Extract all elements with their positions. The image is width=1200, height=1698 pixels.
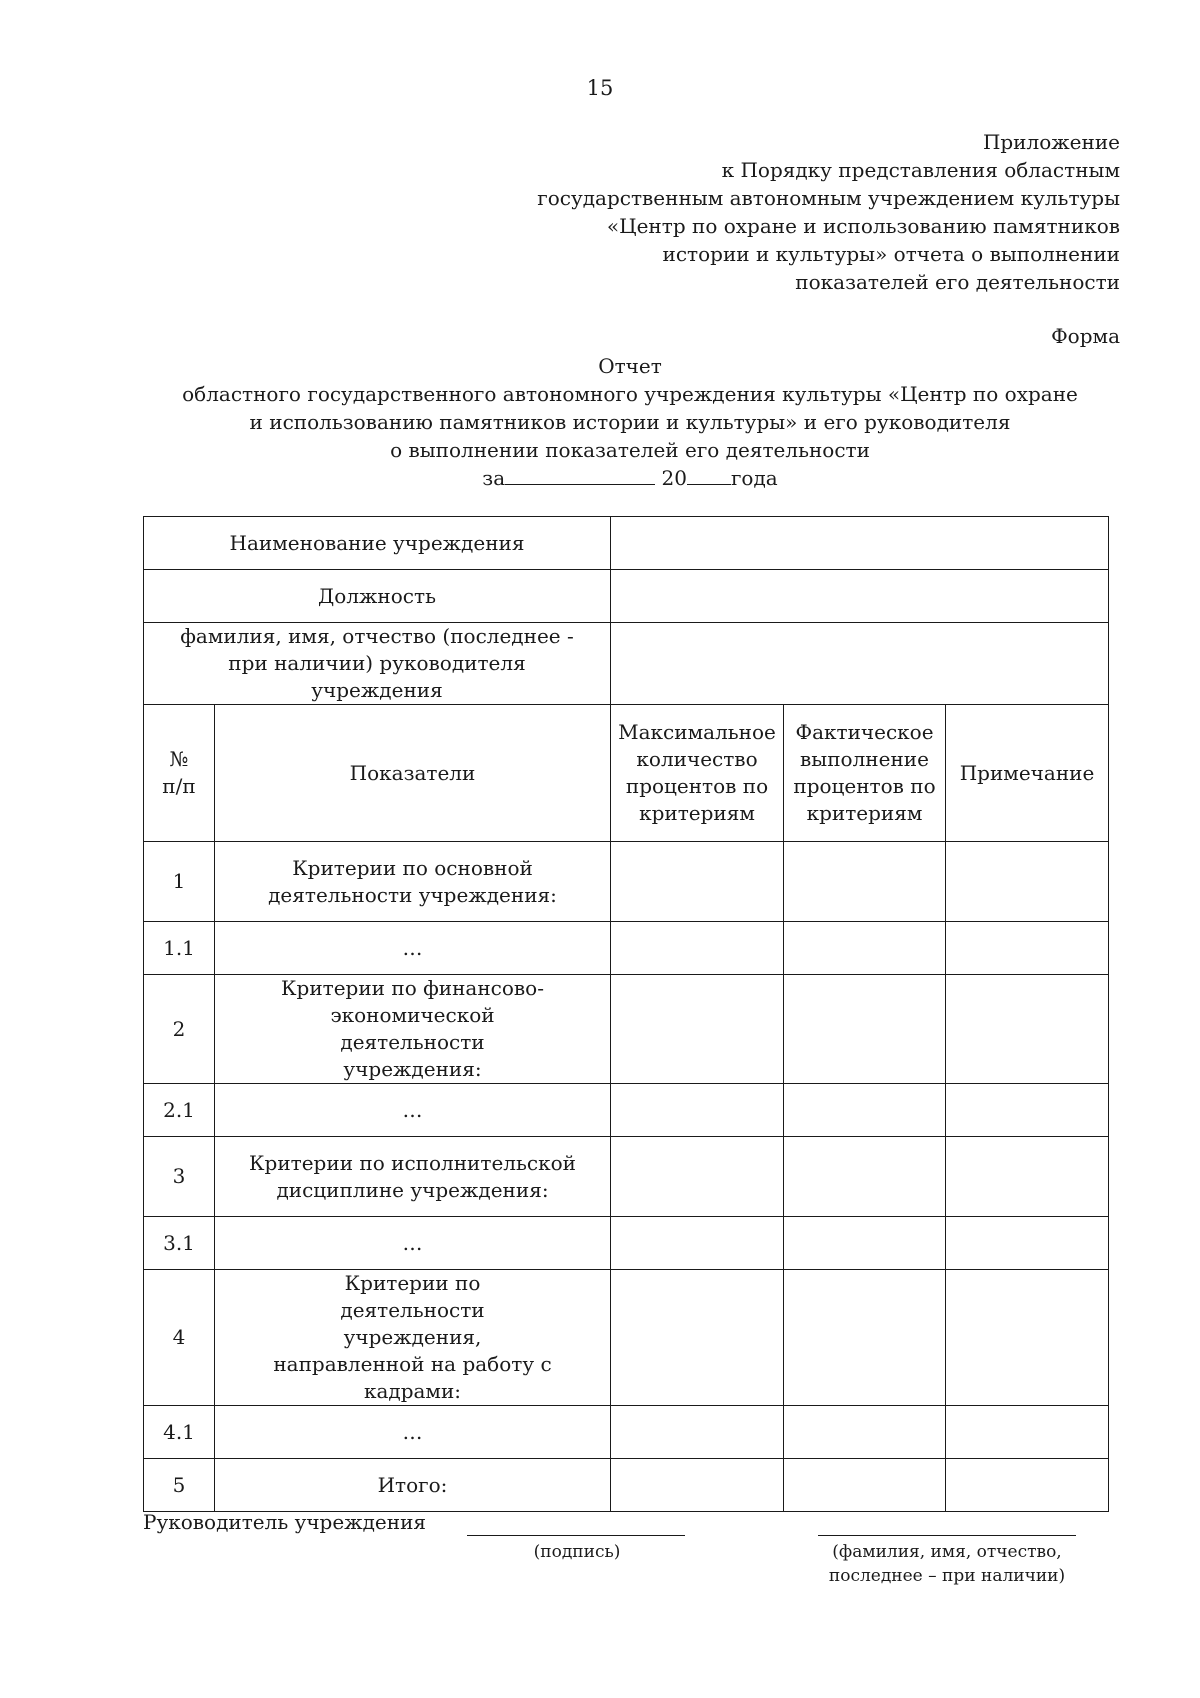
period-suffix: года [730,466,778,490]
row-note-cell[interactable] [946,1270,1109,1406]
row-actual-cell[interactable] [784,1270,946,1406]
header-note: Примечание [946,705,1109,842]
row-actual-cell[interactable] [784,1084,946,1137]
row-actual-cell[interactable] [784,1217,946,1270]
row-label: Критерии по финансово-экономической деятельности учреждения: [215,975,611,1084]
header-num: № п/п [144,705,215,842]
form-label: Форма [1051,324,1120,348]
appendix-line: истории и культуры» отчета о выполнении [662,242,1120,266]
row-note-cell[interactable] [946,1084,1109,1137]
report-table [143,516,1109,1512]
table-row [144,1137,1109,1217]
info-label: Должность [144,570,611,623]
row-note-cell[interactable] [946,1217,1109,1270]
appendix-line: показателей его деятельности [795,270,1120,294]
report-title-line: Отчет [598,354,662,378]
info-label: фамилия, имя, отчество (последнее - при наличии) руководителя учреждения [144,623,611,705]
row-label: Итого: [215,1459,611,1512]
row-max-cell[interactable] [611,1084,784,1137]
table-row [144,842,1109,922]
row-note-cell[interactable] [946,975,1109,1084]
row-note-cell[interactable] [946,922,1109,975]
report-title-line: областного государственного автономного учреждения культуры «Центр по охране [182,382,1078,406]
row-actual-cell[interactable] [784,1459,946,1512]
row-actual-cell[interactable] [784,842,946,922]
row-actual-cell[interactable] [784,1406,946,1459]
row-note-cell[interactable] [946,1137,1109,1217]
row-note-cell[interactable] [946,1459,1109,1512]
table-row [144,1459,1109,1512]
row-num: 3.1 [144,1217,215,1270]
appendix-line: государственным автономным учреждением культуры [537,186,1120,210]
signature-label: Руководитель учреждения [143,1510,427,1534]
row-max-cell[interactable] [611,975,784,1084]
appendix-line: к Порядку представления областным [721,158,1120,182]
table-row [144,975,1109,1084]
row-max-cell[interactable] [611,1270,784,1406]
row-label: Критерии по основной деятельности учреждения: [215,842,611,922]
name-caption-line-2: последнее – при наличии) [828,1566,1066,1586]
name-caption-line-1: (фамилия, имя, отчество, [832,1542,1062,1562]
header-max-percent: Максимальное количество процентов по критериям [611,705,784,842]
row-actual-cell[interactable] [784,1137,946,1217]
row-num: 3 [144,1137,215,1217]
info-value-cell[interactable] [611,623,1109,705]
signature-block [143,1510,1108,1600]
row-num: 5 [144,1459,215,1512]
row-max-cell[interactable] [611,1406,784,1459]
appendix-block [400,128,1120,296]
row-label: … [215,1406,611,1459]
info-row [144,570,1109,623]
header-actual-percent: Фактическое выполнение процентов по критериям [784,705,946,842]
row-max-cell[interactable] [611,1137,784,1217]
row-num: 4.1 [144,1406,215,1459]
row-note-cell[interactable] [946,842,1109,922]
row-note-cell[interactable] [946,1406,1109,1459]
row-label: Критерии по деятельности учреждения, направленной на работу с кадрами: [215,1270,611,1406]
info-value-cell[interactable] [611,517,1109,570]
period-year-prefix: 20 [661,466,687,490]
table-row [144,1270,1109,1406]
report-title-line: о выполнении показателей его деятельности [390,438,870,462]
row-max-cell[interactable] [611,1217,784,1270]
row-num: 4 [144,1270,215,1406]
row-label: … [215,1217,611,1270]
row-num: 1.1 [144,922,215,975]
table-row [144,922,1109,975]
header-indicators: Показатели [215,705,611,842]
row-max-cell[interactable] [611,1459,784,1512]
period-blank[interactable] [505,464,655,485]
page-number: 15 [586,76,614,100]
info-label: Наименование учреждения [144,517,611,570]
row-label: … [215,922,611,975]
header-row [144,705,1109,842]
row-label: … [215,1084,611,1137]
report-title-line: и использованию памятников истории и культуры» и его руководителя [249,410,1011,434]
row-num: 1 [144,842,215,922]
signature-caption: (подпись) [533,1542,621,1562]
appendix-line: Приложение [982,130,1120,154]
appendix-line: «Центр по охране и использованию памятников [606,214,1120,238]
report-period [0,464,1200,492]
table-row [144,1406,1109,1459]
row-num: 2 [144,975,215,1084]
row-num: 2.1 [144,1084,215,1137]
name-caption [827,1540,1067,1588]
row-label: Критерии по исполнительской дисциплине учреждения: [215,1137,611,1217]
row-actual-cell[interactable] [784,975,946,1084]
info-row [144,623,1109,705]
report-title [0,352,1200,492]
name-line[interactable] [818,1535,1076,1536]
table-row [144,1084,1109,1137]
signature-line[interactable] [467,1535,685,1536]
info-value-cell[interactable] [611,570,1109,623]
info-row [144,517,1109,570]
table-row [144,1217,1109,1270]
row-actual-cell[interactable] [784,922,946,975]
year-blank[interactable] [687,464,731,485]
period-prefix: за [482,466,506,490]
row-max-cell[interactable] [611,922,784,975]
row-max-cell[interactable] [611,842,784,922]
